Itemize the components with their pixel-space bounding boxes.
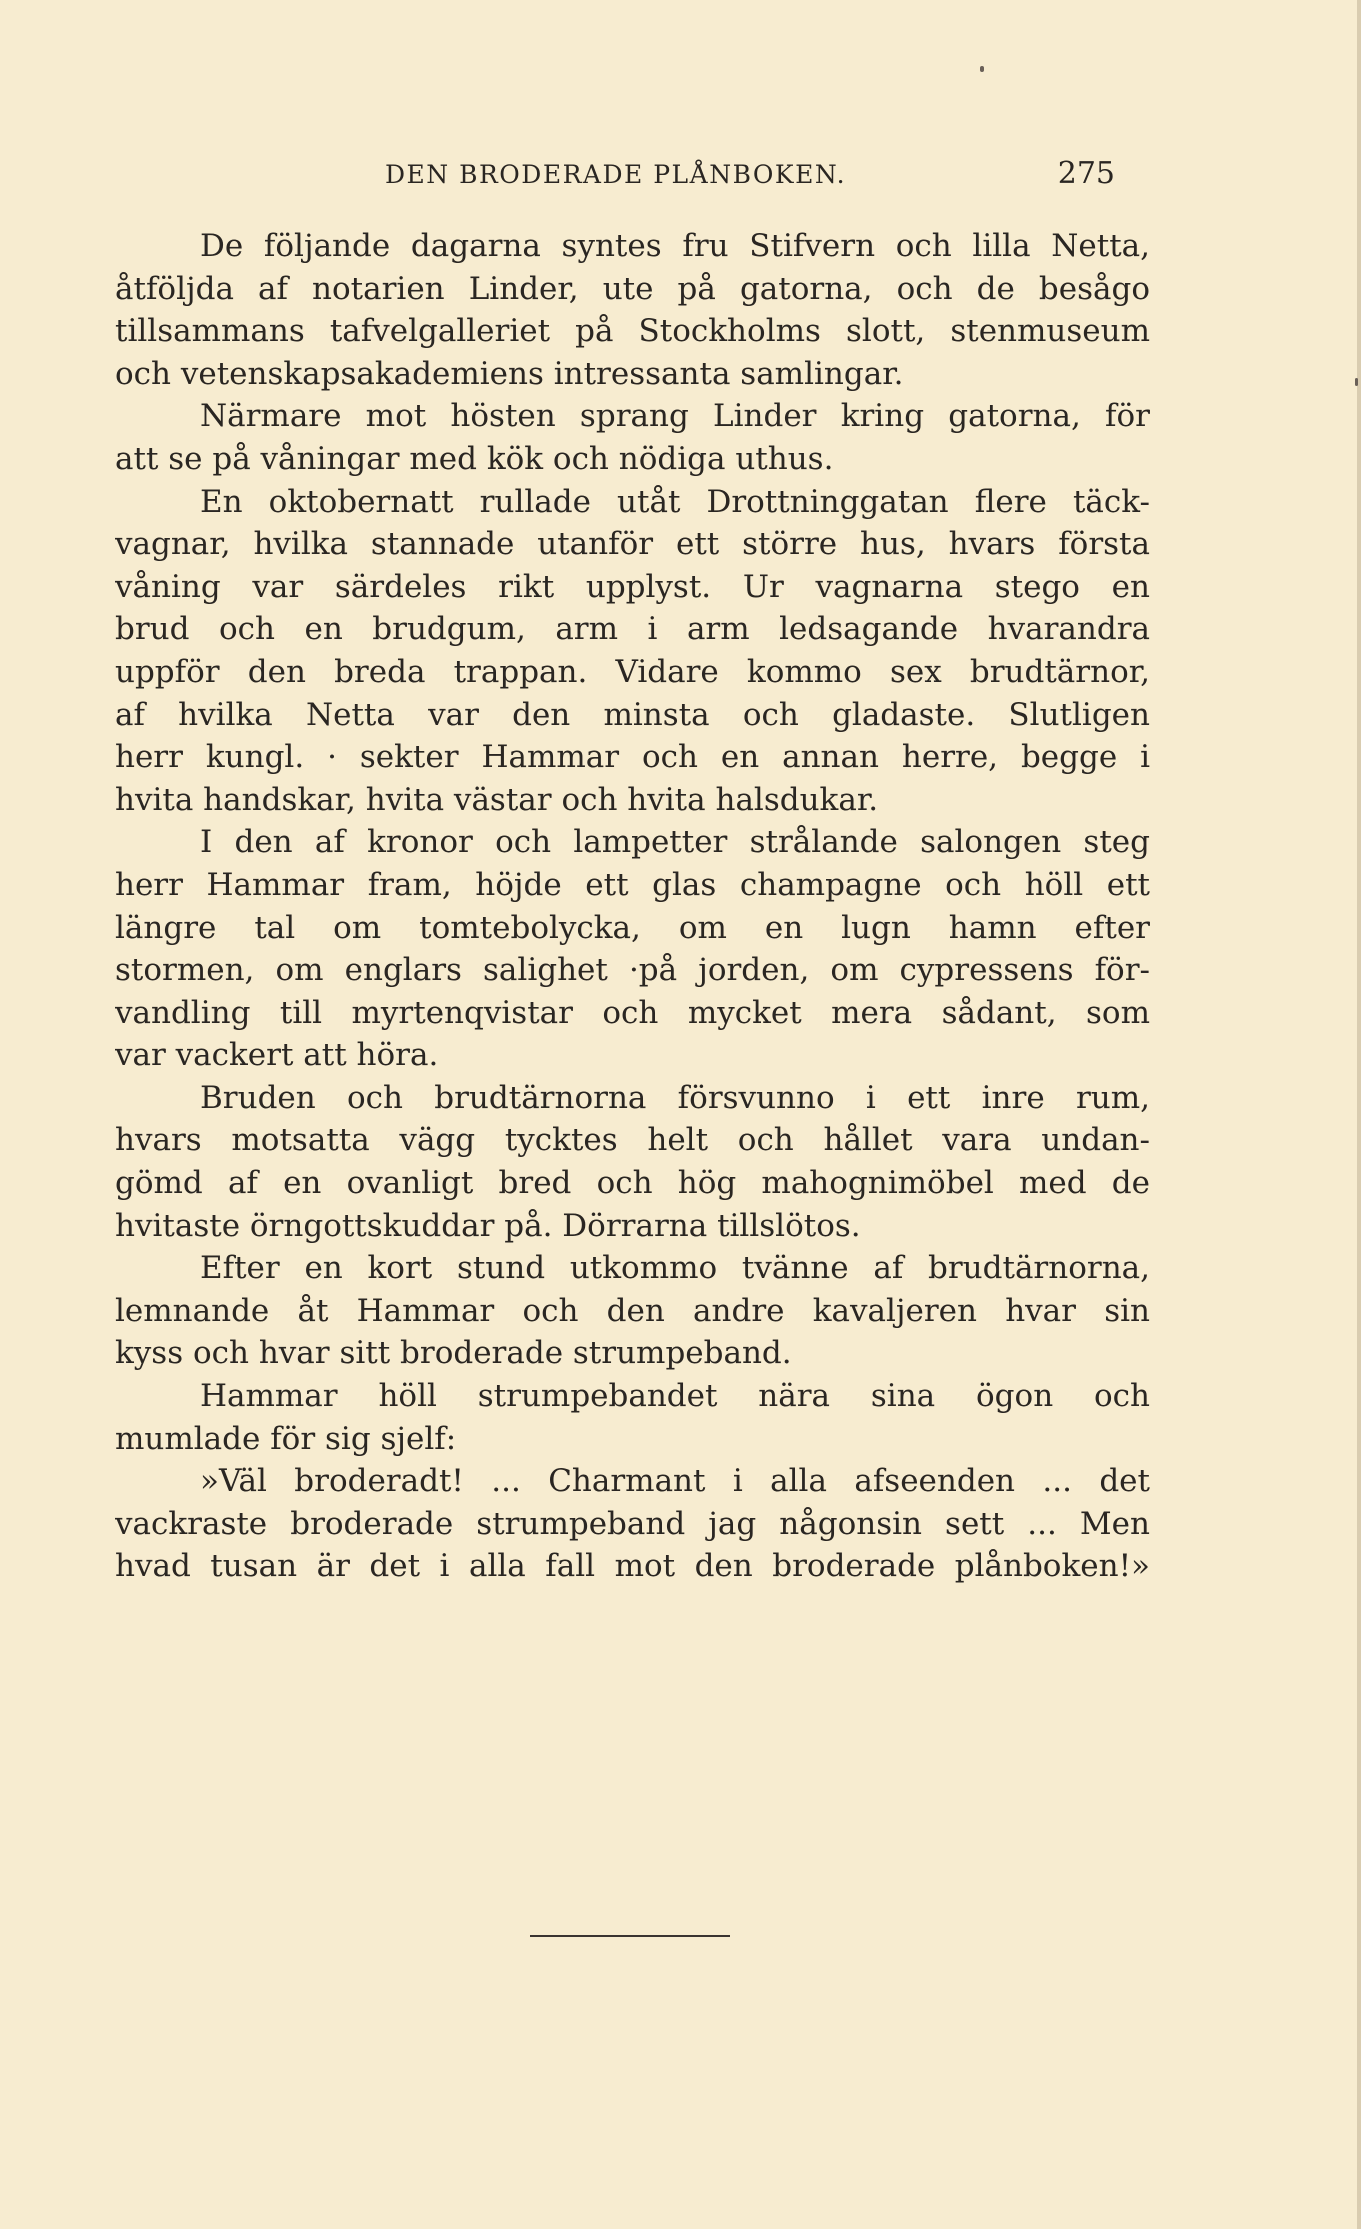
- body-text: [115, 225, 1150, 1588]
- text-line: »Väl broderadt! ... Charmant i alla afseenden ... det: [200, 1463, 1150, 1500]
- text-line: Hammar höll strumpebandet nära sina ögon och: [200, 1378, 1150, 1415]
- ink-speck: [980, 66, 984, 72]
- running-title: DEN BRODERADE PLÅNBOKEN.: [385, 160, 847, 189]
- text-line: hvitaste örngottskuddar på. Dörrarna tillslötos.: [115, 1207, 861, 1244]
- ink-speck: [1355, 378, 1358, 386]
- text-line: vackraste broderade strumpeband jag någonsin sett ... Men: [115, 1505, 1150, 1542]
- text-line: herr kungl. · sekter Hammar och en annan herre, begge i: [115, 739, 1150, 776]
- text-line: vandling till myrtenqvistar och mycket mera sådant, som: [115, 994, 1150, 1031]
- page-number: 275: [1057, 156, 1115, 191]
- text-line: De följande dagarna syntes fru Stifvern och lilla Netta,: [200, 228, 1150, 264]
- text-line: var vackert att höra.: [115, 1037, 439, 1074]
- text-line: hvad tusan är det i alla fall mot den broderade plånboken!»: [115, 1548, 1150, 1585]
- text-line: tillsammans tafvelgalleriet på Stockholms slott, stenmuseum: [115, 313, 1150, 350]
- text-line: Närmare mot hösten sprang Linder kring gatorna, för: [200, 398, 1150, 435]
- text-line: hvita handskar, hvita västar och hvita halsdukar.: [115, 781, 879, 818]
- text-line: Efter en kort stund utkommo tvänne af brudtärnorna,: [200, 1250, 1150, 1287]
- end-rule: [530, 1935, 730, 1937]
- text-line: stormen, om englars salighet ·på jorden, om cypressens för-: [115, 952, 1150, 989]
- text-line: våning var särdeles rikt upplyst. Ur vagnarna stego en: [115, 568, 1150, 605]
- text-line: mumlade för sig sjelf:: [115, 1420, 457, 1457]
- text-line: att se på våningar med kök och nödiga uthus.: [115, 440, 834, 477]
- text-line: hvars motsatta vägg tycktes helt och hållet vara undan-: [115, 1122, 1150, 1159]
- text-line: uppför den breda trappan. Vidare kommo sex brudtärnor,: [115, 653, 1150, 690]
- text-line: Bruden och brudtärnorna försvunno i ett inre rum,: [200, 1079, 1150, 1116]
- text-line: af hvilka Netta var den minsta och gladaste. Slutligen: [115, 696, 1150, 733]
- text-line: längre tal om tomtebolycka, om en lugn hamn efter: [115, 909, 1150, 946]
- text-line: En oktobernatt rullade utåt Drottninggatan flere täck-: [200, 483, 1150, 520]
- text-line: och vetenskapsakademiens intressanta samlingar.: [115, 355, 904, 392]
- text-line: brud och en brudgum, arm i arm ledsagande hvarandra: [115, 611, 1150, 648]
- text-line: gömd af en ovanligt bred och hög mahognimöbel med de: [115, 1165, 1150, 1202]
- text-line: lemnande åt Hammar och den andre kavaljeren hvar sin: [115, 1292, 1150, 1329]
- page-header: [115, 150, 1115, 200]
- text-line: åtföljda af notarien Linder, ute på gatorna, och de besågo: [115, 270, 1150, 307]
- text-line: vagnar, hvilka stannade utanför ett större hus, hvars första: [115, 526, 1150, 563]
- text-line: I den af kronor och lampetter strålande salongen steg: [200, 824, 1150, 861]
- text-line: kyss och hvar sitt broderade strumpeband.: [115, 1335, 792, 1372]
- text-line: herr Hammar fram, höjde ett glas champagne och höll ett: [115, 866, 1150, 903]
